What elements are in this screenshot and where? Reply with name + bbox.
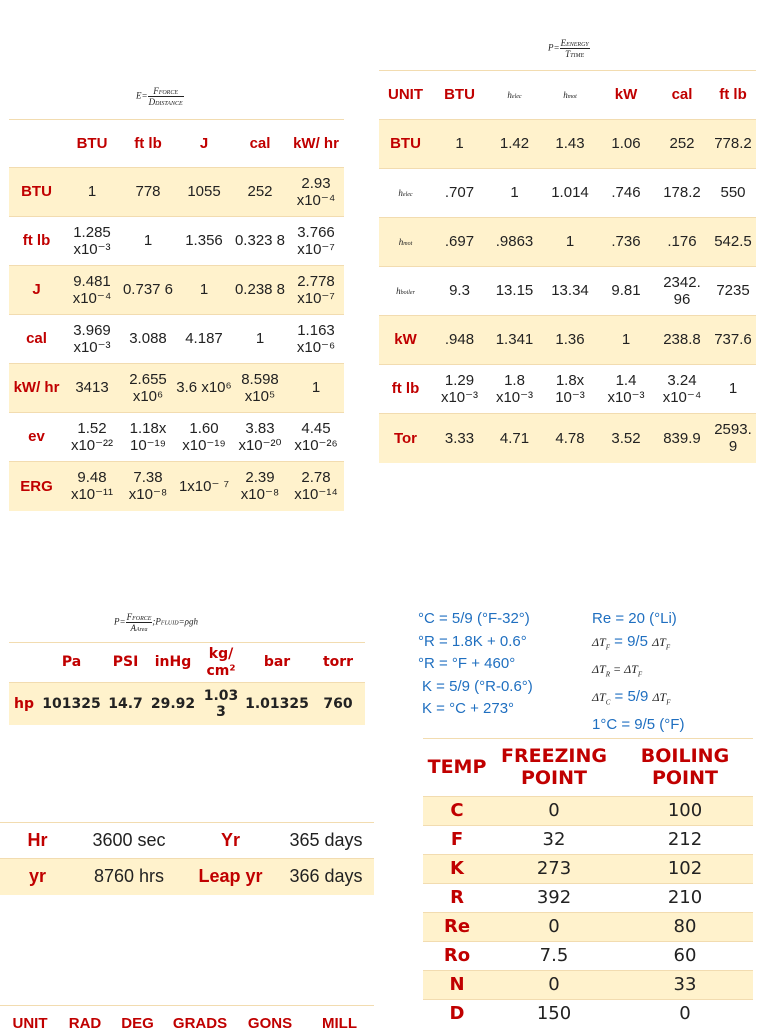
temp-header-temp: TEMP — [423, 739, 491, 797]
table-cell: 737.6 — [710, 316, 756, 365]
table-cell: 2.93 x10⁻⁴ — [288, 168, 344, 217]
table-cell: .9863 — [487, 218, 542, 267]
time-value: 365 days — [278, 823, 374, 859]
table-cell: 3413 — [64, 364, 120, 413]
table-cell: 1.8x 10⁻³ — [542, 365, 598, 414]
angle-header-mill: MILL — [305, 1012, 374, 1036]
row-label: cal — [9, 315, 64, 364]
table-cell: 100 — [617, 797, 753, 826]
table-cell: 542.5 — [710, 218, 756, 267]
energy-header-j: J — [176, 120, 232, 168]
row-label: Tor — [379, 414, 432, 463]
table-cell: 2.655 x10⁶ — [120, 364, 176, 413]
angle-header-gons: GONS — [235, 1012, 305, 1036]
row-label: C — [423, 797, 491, 826]
table-cell: 101325 — [39, 683, 104, 725]
table-cell: 1.285 x10⁻³ — [64, 217, 120, 266]
table-cell: 150 — [491, 1000, 617, 1029]
row-label: Re — [423, 913, 491, 942]
energy-header-row — [9, 120, 344, 168]
angle-table — [0, 1012, 374, 1036]
power-header-kw: kW — [598, 71, 654, 120]
pressure-header-corner — [9, 643, 39, 683]
pressure-conversion-table — [9, 642, 365, 725]
pressure-header-row — [9, 643, 365, 683]
time-value: 8760 hrs — [75, 859, 183, 895]
power-header-row — [379, 71, 756, 120]
row-label: hp — [9, 683, 39, 725]
table-cell: 1.52 x10⁻²² — [64, 413, 120, 462]
row-label: D — [423, 1000, 491, 1029]
power-row-h-boiler — [379, 267, 756, 316]
temp-row-r — [423, 884, 753, 913]
energy-header-kwhr: kW/ hr — [288, 120, 344, 168]
table-cell: 7.38 x10⁻⁸ — [120, 462, 176, 511]
row-label: hmot — [379, 218, 432, 267]
row-label: kW/ hr — [9, 364, 64, 413]
formula-line: Re = 20 (°Li) — [592, 610, 677, 627]
table-cell: 0.737 6 — [120, 266, 176, 315]
pressure-formula: P= $\frac{\text{FFORCE}}{\text{AArea}}$ ;PFLUID=ρgh — [114, 612, 198, 633]
table-cell: 9.3 — [432, 267, 487, 316]
time-row — [0, 859, 374, 895]
table-cell: 1.60 x10⁻¹⁹ — [176, 413, 232, 462]
row-label: Ro — [423, 942, 491, 971]
table-cell: 14.7 — [104, 683, 147, 725]
angle-header-row — [0, 1012, 374, 1036]
power-conversion-table — [379, 70, 756, 463]
table-cell: 1.43 — [542, 120, 598, 169]
table-cell: 210 — [617, 884, 753, 913]
energy-conversion-table — [9, 119, 344, 511]
time-label-hr: Hr — [0, 823, 75, 859]
power-row-h-elec — [379, 169, 756, 218]
table-cell: 102 — [617, 855, 753, 884]
table-cell: 0.238 8 — [232, 266, 288, 315]
power-header-h-elec: helec — [487, 71, 542, 120]
table-cell: 1.42 — [487, 120, 542, 169]
row-label: ev — [9, 413, 64, 462]
formula-line: °C = 5/9 (°F-32°) — [418, 610, 530, 627]
table-cell: 1.8 x10⁻³ — [487, 365, 542, 414]
energy-row-cal — [9, 315, 344, 364]
temp-row-d — [423, 1000, 753, 1029]
table-cell: 0 — [491, 913, 617, 942]
table-cell: 1.18x 10⁻¹⁹ — [120, 413, 176, 462]
energy-row-ev — [9, 413, 344, 462]
power-row-tor — [379, 414, 756, 463]
energy-header-cal: cal — [232, 120, 288, 168]
power-row-btu — [379, 120, 756, 169]
table-cell: 1 — [176, 266, 232, 315]
energy-row-kwhr — [9, 364, 344, 413]
energy-row-ftlb — [9, 217, 344, 266]
formula-line: K = 5/9 (°R-0.6°) — [422, 677, 533, 695]
table-cell: 4.71 — [487, 414, 542, 463]
table-cell: 3.088 — [120, 315, 176, 364]
formula-line: °R = 1.8K + 0.6° — [418, 632, 527, 650]
row-label: ft lb — [9, 217, 64, 266]
temp-row-f — [423, 826, 753, 855]
table-cell: 212 — [617, 826, 753, 855]
power-row-ftlb — [379, 365, 756, 414]
table-cell: 392 — [491, 884, 617, 913]
table-cell: 1.01325 — [243, 683, 311, 725]
table-cell: 1 — [288, 364, 344, 413]
row-label: J — [9, 266, 64, 315]
time-value: 3600 sec — [75, 823, 183, 859]
table-cell: 178.2 — [654, 169, 710, 218]
temp-header-freezing: FREEZING POINT — [491, 739, 617, 797]
table-cell: 1 — [64, 168, 120, 217]
energy-row-erg — [9, 462, 344, 511]
table-cell: 1.29 x10⁻³ — [432, 365, 487, 414]
table-cell: 1.36 — [542, 316, 598, 365]
energy-header-btu: BTU — [64, 120, 120, 168]
table-cell: 1 — [710, 365, 756, 414]
table-cell: 760 — [311, 683, 365, 725]
energy-header-ftlb: ft lb — [120, 120, 176, 168]
pressure-row-hp — [9, 683, 365, 725]
table-cell: .176 — [654, 218, 710, 267]
table-cell: .736 — [598, 218, 654, 267]
table-cell: 839.9 — [654, 414, 710, 463]
table-cell: 80 — [617, 913, 753, 942]
table-cell: 29.92 — [147, 683, 199, 725]
power-row-kw — [379, 316, 756, 365]
table-cell: .948 — [432, 316, 487, 365]
table-cell: 778 — [120, 168, 176, 217]
time-row — [0, 823, 374, 859]
formula-line: 1°C = 9/5 (°F) — [592, 716, 685, 734]
table-cell: .746 — [598, 169, 654, 218]
row-label: hboiler — [379, 267, 432, 316]
power-header-btu: BTU — [432, 71, 487, 120]
table-cell: 550 — [710, 169, 756, 218]
table-cell: 252 — [654, 120, 710, 169]
power-header-ftlb: ft lb — [710, 71, 756, 120]
pressure-header-inhg: inHg — [147, 643, 199, 683]
energy-row-btu — [9, 168, 344, 217]
table-cell: 1.341 — [487, 316, 542, 365]
table-cell: 1 — [120, 217, 176, 266]
table-cell: 0 — [491, 971, 617, 1000]
table-cell: 1.014 — [542, 169, 598, 218]
row-label: F — [423, 826, 491, 855]
row-label: ft lb — [379, 365, 432, 414]
table-cell: 4.187 — [176, 315, 232, 364]
table-cell: 3.766 x10⁻⁷ — [288, 217, 344, 266]
formula-line: $\Delta T_C = 5/9$ $\Delta T_F$ — [592, 688, 671, 707]
pressure-header-kgcm2: kg/ cm² — [199, 643, 243, 683]
row-label: R — [423, 884, 491, 913]
table-cell: 2593. 9 — [710, 414, 756, 463]
energy-header-corner — [9, 120, 64, 168]
table-cell: 1 — [232, 315, 288, 364]
table-cell: 3.52 — [598, 414, 654, 463]
table-cell: 1.4 x10⁻³ — [598, 365, 654, 414]
angle-header-grads: GRADS — [165, 1012, 235, 1036]
table-cell: 9.481 x10⁻⁴ — [64, 266, 120, 315]
table-cell: 3.33 — [432, 414, 487, 463]
table-cell: 1 — [487, 169, 542, 218]
temp-row-c — [423, 797, 753, 826]
row-label: N — [423, 971, 491, 1000]
power-formula: P= $\frac{\text{EENERGY}}{\text{TTIME}}$ — [548, 38, 589, 59]
table-cell: 33 — [617, 971, 753, 1000]
power-header-unit: UNIT — [379, 71, 432, 120]
power-row-h-mot — [379, 218, 756, 267]
table-cell: 1.06 — [598, 120, 654, 169]
table-cell: 2.78 x10⁻¹⁴ — [288, 462, 344, 511]
table-cell: 1 — [542, 218, 598, 267]
table-cell: 2342. 96 — [654, 267, 710, 316]
table-cell: 238.8 — [654, 316, 710, 365]
temp-row-k — [423, 855, 753, 884]
table-cell: 3.24 x10⁻⁴ — [654, 365, 710, 414]
table-cell: 7.5 — [491, 942, 617, 971]
row-label: kW — [379, 316, 432, 365]
table-cell: 1.163 x10⁻⁶ — [288, 315, 344, 364]
temp-row-ro — [423, 942, 753, 971]
time-value: 366 days — [278, 859, 374, 895]
formula-line: $\Delta T_R = \Delta T_F$ — [592, 662, 643, 679]
temperature-table — [423, 738, 753, 1029]
table-cell: 1x10⁻ ⁷ — [176, 462, 232, 511]
table-cell: 9.81 — [598, 267, 654, 316]
table-cell: 13.15 — [487, 267, 542, 316]
formula-line: $\Delta T_F = 9/5$ $\Delta T_F$ — [592, 632, 671, 651]
table-cell: 0 — [491, 797, 617, 826]
table-cell: 273 — [491, 855, 617, 884]
temp-header-boiling: BOILING POINT — [617, 739, 753, 797]
table-cell: 778.2 — [710, 120, 756, 169]
power-header-h-mot: hmot — [542, 71, 598, 120]
table-cell: .697 — [432, 218, 487, 267]
row-label: BTU — [9, 168, 64, 217]
table-cell: 4.78 — [542, 414, 598, 463]
temp-row-re — [423, 913, 753, 942]
table-cell: 1 — [432, 120, 487, 169]
table-cell: 8.598 x10⁵ — [232, 364, 288, 413]
table-cell: 13.34 — [542, 267, 598, 316]
table-cell: 1 — [598, 316, 654, 365]
table-cell: .707 — [432, 169, 487, 218]
formula-line: °R = °F + 460° — [418, 655, 516, 672]
row-label: K — [423, 855, 491, 884]
pressure-header-torr: torr — [311, 643, 365, 683]
table-cell: 1.03 3 — [199, 683, 243, 725]
energy-formula: E= $\frac{\text{FFORCE}}{\text{DDISTANCE}}$ — [136, 86, 183, 107]
energy-row-j — [9, 266, 344, 315]
temp-header-row — [423, 739, 753, 797]
table-cell: 252 — [232, 168, 288, 217]
table-cell: 1.356 — [176, 217, 232, 266]
pressure-header-bar: bar — [243, 643, 311, 683]
row-label: BTU — [379, 120, 432, 169]
formula-line: K = °C + 273° — [422, 700, 515, 717]
temp-formulas-right — [592, 608, 684, 737]
table-cell: 9.48 x10⁻¹¹ — [64, 462, 120, 511]
table-cell: 1055 — [176, 168, 232, 217]
table-cell: 4.45 x10⁻²⁶ — [288, 413, 344, 462]
angle-header-unit: UNIT — [0, 1012, 60, 1036]
angle-table-top-rule — [0, 1005, 374, 1006]
power-header-cal: cal — [654, 71, 710, 120]
row-label: ERG — [9, 462, 64, 511]
table-cell: 2.39 x10⁻⁸ — [232, 462, 288, 511]
time-label-yr: Yr — [183, 823, 278, 859]
temp-row-n — [423, 971, 753, 1000]
time-label-leap-yr: Leap yr — [183, 859, 278, 895]
table-cell: 0.323 8 — [232, 217, 288, 266]
temp-formulas-left — [418, 608, 533, 721]
time-label-yr-hours: yr — [0, 859, 75, 895]
row-label: helec — [379, 169, 432, 218]
angle-header-rad: RAD — [60, 1012, 110, 1036]
table-cell: 60 — [617, 942, 753, 971]
table-cell: 32 — [491, 826, 617, 855]
table-cell: 3.83 x10⁻²⁰ — [232, 413, 288, 462]
time-table — [0, 822, 374, 895]
table-cell: 0 — [617, 1000, 753, 1029]
table-cell: 3.6 x10⁶ — [176, 364, 232, 413]
table-cell: 2.778 x10⁻⁷ — [288, 266, 344, 315]
pressure-header-psi: PSI — [104, 643, 147, 683]
table-cell: 7235 — [710, 267, 756, 316]
angle-header-deg: DEG — [110, 1012, 165, 1036]
pressure-header-pa: Pa — [39, 643, 104, 683]
table-cell: 3.969 x10⁻³ — [64, 315, 120, 364]
